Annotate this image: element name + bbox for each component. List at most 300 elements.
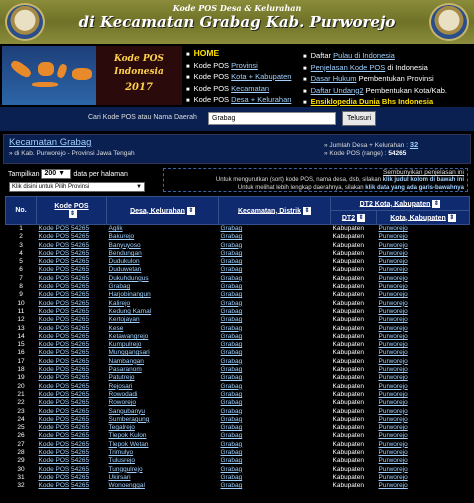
- kodepos-value[interactable]: 54265: [71, 465, 90, 473]
- row-number: 11: [17, 307, 25, 315]
- kodepos-value[interactable]: 54265: [71, 258, 90, 266]
- kodepos-link[interactable]: Kode POS: [38, 274, 70, 282]
- kota-cell: [377, 225, 470, 234]
- kecamatan-link[interactable]: Grabag: [220, 225, 243, 232]
- sort-arrow-icon[interactable]: ⇕: [188, 207, 194, 214]
- desa-link[interactable]: Kumpulrejo: [108, 341, 142, 349]
- kodepos-value[interactable]: 54265: [71, 332, 90, 340]
- column-header-kota[interactable]: Kota, Kabupaten ⇕: [377, 211, 470, 225]
- kodepos-cell: [37, 283, 107, 291]
- kodepos-value[interactable]: 54265: [71, 399, 90, 407]
- table-row: [6, 300, 470, 308]
- kecamatan-cell: [219, 482, 331, 490]
- row-number: 25: [17, 424, 25, 432]
- dt2-cell: Kabupaten: [332, 440, 364, 448]
- kodepos-link[interactable]: Kode POS: [38, 225, 70, 232]
- kecamatan-cell: [219, 474, 331, 482]
- kecamatan-cell: [219, 275, 331, 283]
- kota-link[interactable]: Purworejo: [378, 424, 408, 432]
- column-header-no[interactable]: No.: [6, 197, 37, 225]
- desa-link[interactable]: Pasaranom: [108, 366, 142, 374]
- table-row: [6, 408, 470, 416]
- chevron-down-icon: ▼: [136, 184, 142, 190]
- kota-cell: [377, 308, 470, 316]
- kodepos-value[interactable]: 54265: [71, 233, 90, 241]
- kodepos-link[interactable]: Kode POS: [38, 432, 70, 440]
- dt2-cell: Kabupaten: [332, 291, 364, 299]
- kecamatan-link[interactable]: Grabag: [220, 349, 243, 357]
- dt2-cell: Kabupaten: [332, 241, 364, 249]
- table-controls: [3, 166, 471, 194]
- desa-cell: [107, 333, 219, 341]
- kodepos-value[interactable]: 54265: [71, 482, 90, 490]
- sort-arrow-icon[interactable]: ⇕: [449, 214, 455, 221]
- dt2-cell: Kabupaten: [332, 316, 364, 324]
- kodepos-value[interactable]: 54265: [71, 266, 90, 274]
- table-row: [6, 474, 470, 482]
- kota-cell: [377, 441, 470, 449]
- kodepos-link[interactable]: Kode POS: [38, 424, 70, 432]
- kodepos-link[interactable]: Kode POS: [38, 415, 70, 423]
- jumlah-desa: » Jumlah Desa + Kelurahan : 32: [324, 140, 419, 149]
- kodepos-link[interactable]: Kode POS: [38, 374, 70, 382]
- desa-cell: [107, 383, 219, 391]
- dt2-cell: Kabupaten: [332, 482, 364, 490]
- kecamatan-link[interactable]: Grabag: [220, 457, 243, 465]
- kota-link[interactable]: Purworejo: [378, 316, 408, 324]
- kecamatan-link[interactable]: Grabag: [220, 307, 243, 315]
- kecamatan-cell: [219, 349, 331, 357]
- kodepos-value[interactable]: 54265: [71, 449, 90, 457]
- kodepos-value[interactable]: 54265: [71, 415, 90, 423]
- menu-item-pulau[interactable]: ■ Daftar Pulau di Indonesia: [303, 51, 395, 60]
- desa-link[interactable]: Kese: [108, 324, 124, 332]
- desa-link[interactable]: Kalirejo: [108, 299, 131, 307]
- kota-cell: [377, 474, 470, 482]
- kodepos-link[interactable]: Kode POS: [38, 390, 70, 398]
- desa-link[interactable]: Ketawangrejo: [108, 332, 149, 340]
- search-button[interactable]: Telusuri: [342, 111, 376, 126]
- kodepos-value[interactable]: 54265: [71, 291, 90, 299]
- kota-cell: [377, 366, 470, 374]
- kota-link[interactable]: Purworejo: [378, 291, 408, 299]
- kodepos-value[interactable]: 54265: [71, 407, 90, 415]
- kota-link[interactable]: Purworejo: [378, 465, 408, 473]
- kodepos-cell: [37, 408, 107, 416]
- kota-link[interactable]: Purworejo: [378, 473, 408, 481]
- kodepos-value[interactable]: 54265: [71, 424, 90, 432]
- kodepos-link[interactable]: Kode POS: [38, 482, 70, 490]
- kota-link[interactable]: Purworejo: [378, 415, 408, 423]
- kodepos-link[interactable]: Kode POS: [38, 382, 70, 390]
- kota-cell: [377, 233, 470, 241]
- kodepos-value[interactable]: 54265: [71, 249, 90, 257]
- kecamatan-info: [3, 134, 471, 164]
- table-row: [6, 399, 470, 407]
- kota-link[interactable]: Purworejo: [378, 241, 408, 249]
- dt2-cell: Kabupaten: [332, 341, 364, 349]
- kota-link[interactable]: Purworejo: [378, 324, 408, 332]
- table-row: [6, 449, 470, 457]
- kodepos-value[interactable]: 54265: [71, 324, 90, 332]
- desa-link[interactable]: Banyuyoso: [108, 241, 141, 249]
- desa-link[interactable]: Rowodadi: [108, 390, 138, 398]
- kecamatan-cell: [219, 300, 331, 308]
- kota-cell: [377, 449, 470, 457]
- desa-cell: [107, 449, 219, 457]
- kota-cell: [377, 432, 470, 440]
- kecamatan-link[interactable]: Grabag: [220, 274, 243, 282]
- menu-item-home[interactable]: ■ HOME: [186, 48, 220, 58]
- kota-cell: [377, 391, 470, 399]
- kodepos-cell: [37, 366, 107, 374]
- kecamatan-cell: [219, 233, 331, 241]
- kota-link[interactable]: Purworejo: [378, 307, 408, 315]
- kecamatan-title[interactable]: Kecamatan Grabag: [9, 137, 92, 148]
- kota-cell: [377, 316, 470, 324]
- desa-cell: [107, 432, 219, 440]
- kecamatan-cell: [219, 291, 331, 299]
- kecamatan-link[interactable]: Grabag: [220, 390, 243, 398]
- kodepos-value[interactable]: 54265: [71, 374, 90, 382]
- kodepos-value[interactable]: 54265: [71, 432, 90, 440]
- row-number: 2: [19, 233, 23, 241]
- kodepos-link[interactable]: Kode POS: [38, 283, 70, 291]
- desa-cell: [107, 325, 219, 333]
- row-number: 31: [17, 473, 25, 481]
- hide-help-link[interactable]: Sembunyikan penjelasan ini: [383, 169, 464, 176]
- desa-link[interactable]: Tegalrejo: [108, 424, 135, 432]
- desa-link[interactable]: Tlepok Wetan: [108, 440, 149, 448]
- kodepos-link[interactable]: Kode POS: [38, 299, 70, 307]
- dt2-cell: Kabupaten: [332, 382, 364, 390]
- desa-link[interactable]: Patutrejo: [108, 374, 135, 382]
- kecamatan-link[interactable]: Grabag: [220, 473, 243, 481]
- perpage-select[interactable]: 200 ▼: [41, 169, 71, 179]
- kodepos-link[interactable]: Kode POS: [38, 407, 70, 415]
- square-bullet-icon: ■: [303, 77, 307, 83]
- kota-link[interactable]: Purworejo: [378, 283, 408, 291]
- desa-cell: [107, 250, 219, 258]
- menu-item-kecamatan[interactable]: ■ Kode POS Kecamatan: [186, 83, 270, 93]
- sort-arrow-icon[interactable]: ⇕: [433, 200, 439, 207]
- kota-link[interactable]: Purworejo: [378, 382, 408, 390]
- kodepos-cell: [37, 341, 107, 349]
- desa-link[interactable]: Trimulyo: [108, 449, 134, 457]
- kecamatan-link[interactable]: Grabag: [220, 415, 243, 423]
- kota-cell: [377, 374, 470, 382]
- kodepos-link[interactable]: Kode POS: [38, 249, 70, 257]
- desa-link[interactable]: Harjobinangun: [108, 291, 151, 299]
- detail-help-text: Untuk melihat lebih lengkap daerahnya, silakan klik data yang ada garis-bawahnya: [237, 185, 464, 191]
- desa-link[interactable]: Dudukulon: [108, 258, 140, 266]
- sort-help-box: [163, 168, 468, 192]
- kodepos-link[interactable]: Kode POS: [38, 341, 70, 349]
- kota-link[interactable]: Purworejo: [378, 432, 408, 440]
- kecamatan-link[interactable]: Grabag: [220, 291, 243, 299]
- menu-item-provinsi[interactable]: ■ Kode POS Provinsi: [186, 60, 258, 70]
- kodepos-value[interactable]: 54265: [71, 274, 90, 282]
- menu-item-penjelasan[interactable]: ■ Penjelasan Kode POS di Indonesia: [303, 62, 428, 72]
- kota-link[interactable]: Purworejo: [378, 225, 408, 232]
- kodepos-value[interactable]: 54265: [71, 341, 90, 349]
- kodepos-link[interactable]: Kode POS: [38, 449, 70, 457]
- menu-item-undang[interactable]: ■ Daftar Undang2 Pembentukan Kota/Kab.: [303, 85, 447, 95]
- dt2-cell: Kabupaten: [332, 274, 364, 282]
- kodepos-cell: [37, 308, 107, 316]
- kodepos-value[interactable]: 54265: [71, 366, 90, 374]
- kecamatan-link[interactable]: Grabag: [220, 341, 243, 349]
- desa-link[interactable]: Sumberagung: [108, 415, 150, 423]
- kota-link[interactable]: Purworejo: [378, 341, 408, 349]
- kota-link[interactable]: Purworejo: [378, 390, 408, 398]
- row-number: 26: [17, 432, 25, 440]
- menu-item-kota[interactable]: ■ Kode POS Kota + Kabupaten: [186, 72, 292, 81]
- kecamatan-link[interactable]: Grabag: [220, 299, 243, 307]
- desa-cell: [107, 225, 219, 234]
- kodepos-cell: [37, 325, 107, 333]
- kota-cell: [377, 466, 470, 474]
- table-row: [6, 316, 470, 324]
- desa-cell: [107, 358, 219, 366]
- kecamatan-cell: [219, 366, 331, 374]
- kota-link[interactable]: Purworejo: [378, 249, 408, 257]
- kecamatan-link[interactable]: Grabag: [220, 324, 243, 332]
- desa-cell: [107, 441, 219, 449]
- kodepos-cell: [37, 383, 107, 391]
- row-number: 16: [17, 349, 25, 357]
- desa-link[interactable]: Roworejo: [108, 399, 136, 407]
- kodepos-link[interactable]: Kode POS: [38, 316, 70, 324]
- province-select[interactable]: Klik disini untuk Pilih Provinsi ▼: [9, 182, 145, 192]
- desa-link[interactable]: Bakurejo: [108, 233, 135, 241]
- kecamatan-link[interactable]: Grabag: [220, 465, 243, 473]
- kodepos-link[interactable]: Kode POS: [38, 241, 70, 249]
- kota-link[interactable]: Purworejo: [378, 449, 408, 457]
- square-bullet-icon: ■: [303, 100, 307, 106]
- kota-link[interactable]: Purworejo: [378, 349, 408, 357]
- perpage-control: Tampilkan 200 ▼ data per halaman: [8, 170, 128, 178]
- desa-link[interactable]: Wonoenggal: [108, 482, 145, 490]
- kota-cell: [377, 482, 470, 490]
- desa-cell: [107, 283, 219, 291]
- desa-link[interactable]: Nambangan: [108, 357, 144, 365]
- kodepos-value[interactable]: 54265: [71, 440, 90, 448]
- site-logo[interactable]: Kode POS Indonesia 2017: [96, 46, 182, 105]
- kodepos-value[interactable]: 54265: [71, 349, 90, 357]
- desa-link[interactable]: Kertojayan: [108, 316, 140, 324]
- kodepos-cell: [37, 466, 107, 474]
- kecamatan-link[interactable]: Grabag: [220, 407, 243, 415]
- kecamatan-link[interactable]: Grabag: [220, 316, 243, 324]
- search-input[interactable]: [208, 112, 336, 125]
- kecamatan-link[interactable]: Grabag: [220, 432, 243, 440]
- kodepos-cell: [37, 391, 107, 399]
- square-bullet-icon: ■: [186, 52, 190, 58]
- menu-item-dasar-hukum[interactable]: ■ Dasar Hukum Pembentukan Provinsi: [303, 74, 434, 83]
- kodepos-cell: [37, 275, 107, 283]
- kodepos-link[interactable]: Kode POS: [38, 440, 70, 448]
- header-subtitle: Kode POS Desa & Kelurahan: [172, 3, 302, 13]
- table-row: [6, 233, 470, 241]
- desa-link[interactable]: Aglik: [108, 225, 123, 232]
- kodepos-cell: [37, 474, 107, 482]
- kodepos-cell: [37, 333, 107, 341]
- kota-link[interactable]: Purworejo: [378, 258, 408, 266]
- kodepos-cell: [37, 482, 107, 490]
- kecamatan-link[interactable]: Grabag: [220, 249, 243, 257]
- kodepos-value[interactable]: 54265: [71, 316, 90, 324]
- kota-link[interactable]: Purworejo: [378, 374, 408, 382]
- dt2-cell: Kabupaten: [332, 457, 364, 465]
- column-header-dt2[interactable]: DT2 ⇕: [331, 211, 377, 225]
- square-bullet-icon: ■: [303, 65, 307, 72]
- kodepos-link[interactable]: Kode POS: [38, 258, 70, 266]
- kota-link[interactable]: Purworejo: [378, 299, 408, 307]
- dt2-cell: Kabupaten: [332, 349, 364, 357]
- kota-cell: [377, 275, 470, 283]
- kecamatan-link[interactable]: Grabag: [220, 266, 243, 274]
- sort-help-text: Untuk mengurutkan (sort) kode POS, nama desa, dsb, silakan klik judul kolom di bawah ini: [215, 177, 464, 183]
- kota-link[interactable]: Purworejo: [378, 399, 408, 407]
- desa-cell: [107, 399, 219, 407]
- desa-link[interactable]: Tunggulrejo: [108, 465, 143, 473]
- kecamatan-link[interactable]: Grabag: [220, 449, 243, 457]
- kecamatan-link[interactable]: Grabag: [220, 399, 243, 407]
- kota-link[interactable]: Purworejo: [378, 274, 408, 282]
- desa-cell: [107, 300, 219, 308]
- kota-cell: [377, 291, 470, 299]
- kecamatan-link[interactable]: Grabag: [220, 258, 243, 266]
- kecamatan-link[interactable]: Grabag: [220, 440, 243, 448]
- kodepos-value[interactable]: 54265: [71, 457, 90, 465]
- table-row: [6, 466, 470, 474]
- kota-link[interactable]: Purworejo: [378, 332, 408, 340]
- table-row: [6, 225, 470, 234]
- kecamatan-link[interactable]: Grabag: [220, 482, 243, 490]
- kodepos-cell: [37, 258, 107, 266]
- kecamatan-link[interactable]: Grabag: [220, 283, 243, 291]
- kodepos-value[interactable]: 54265: [71, 390, 90, 398]
- kodepos-link[interactable]: Kode POS: [38, 366, 70, 374]
- desa-link[interactable]: Dukuhdungus: [108, 274, 149, 282]
- desa-link[interactable]: Kedung Kamal: [108, 307, 152, 315]
- kodepos-value[interactable]: 54265: [71, 357, 90, 365]
- column-header-kodepos[interactable]: Kode POS ⇕: [37, 197, 107, 225]
- kodepos-link[interactable]: Kode POS: [38, 473, 70, 481]
- kodepos-link[interactable]: Kode POS: [38, 233, 70, 241]
- kecamatan-link[interactable]: Grabag: [220, 424, 243, 432]
- regency-seal-icon: [429, 3, 469, 41]
- kecamatan-link[interactable]: Grabag: [220, 366, 243, 374]
- kodepos-value[interactable]: 54265: [71, 299, 90, 307]
- kodepos-value[interactable]: 54265: [71, 241, 90, 249]
- dt2-cell: Kabupaten: [332, 266, 364, 274]
- desa-cell: [107, 242, 219, 250]
- kecamatan-link[interactable]: Grabag: [220, 332, 243, 340]
- kecamatan-link[interactable]: Grabag: [220, 382, 243, 390]
- kodepos-cell: [37, 358, 107, 366]
- kodepos-link[interactable]: Kode POS: [38, 399, 70, 407]
- desa-link[interactable]: Tulusrejo: [108, 457, 135, 465]
- kodepos-link[interactable]: Kode POS: [38, 291, 70, 299]
- dt2-cell: Kabupaten: [332, 465, 364, 473]
- kota-link[interactable]: Purworejo: [378, 482, 408, 490]
- kodepos-link[interactable]: Kode POS: [38, 266, 70, 274]
- menu-item-ensiklopedia[interactable]: ■ Ensiklopedia Dunia Bhs Indonesia: [303, 97, 434, 106]
- desa-link[interactable]: Grabag: [108, 283, 131, 291]
- kodepos-value[interactable]: 54265: [71, 283, 90, 291]
- kodepos-link[interactable]: Kode POS: [38, 357, 70, 365]
- kota-link[interactable]: Purworejo: [378, 266, 408, 274]
- desa-link[interactable]: Ukirsari: [108, 473, 131, 481]
- square-bullet-icon: ■: [186, 98, 190, 104]
- kota-link[interactable]: Purworejo: [378, 357, 408, 365]
- desa-link[interactable]: Duduwetan: [108, 266, 142, 274]
- chevron-down-icon: ▼: [58, 170, 66, 177]
- kota-cell: [377, 416, 470, 424]
- sort-arrow-icon[interactable]: ⇕: [69, 211, 76, 217]
- kota-link[interactable]: Purworejo: [378, 457, 408, 465]
- kodepos-link[interactable]: Kode POS: [38, 349, 70, 357]
- kota-cell: [377, 242, 470, 250]
- desa-link[interactable]: Sangubanyu: [108, 407, 146, 415]
- kodepos-cell: [37, 300, 107, 308]
- kota-cell: [377, 358, 470, 366]
- row-number: 19: [17, 374, 25, 382]
- kodepos-link[interactable]: Kode POS: [38, 465, 70, 473]
- column-header-kecamatan[interactable]: Kecamatan, Distrik ⇕: [219, 197, 331, 225]
- row-number: 18: [17, 366, 25, 374]
- kodepos-link[interactable]: Kode POS: [38, 457, 70, 465]
- dt2-cell: Kabupaten: [332, 307, 364, 315]
- table-body: [6, 225, 470, 491]
- sort-arrow-icon[interactable]: ⇕: [304, 207, 310, 214]
- kecamatan-link[interactable]: Grabag: [220, 233, 243, 241]
- kota-link[interactable]: Purworejo: [378, 440, 408, 448]
- kodepos-cell: [37, 316, 107, 324]
- kecamatan-link[interactable]: Grabag: [220, 374, 243, 382]
- desa-link[interactable]: Tlepok Kulon: [108, 432, 147, 440]
- square-bullet-icon: ■: [186, 63, 190, 70]
- table-row: [6, 358, 470, 366]
- desa-cell: [107, 349, 219, 357]
- sort-arrow-icon[interactable]: ⇕: [358, 214, 364, 221]
- kodepos-value[interactable]: 54265: [71, 382, 90, 390]
- kodepos-link[interactable]: Kode POS: [38, 307, 70, 315]
- kodepos-value[interactable]: 54265: [71, 225, 90, 232]
- kota-link[interactable]: Purworejo: [378, 366, 408, 374]
- kota-link[interactable]: Purworejo: [378, 407, 408, 415]
- kodepos-link[interactable]: Kode POS: [38, 324, 70, 332]
- desa-link[interactable]: Rejosari: [108, 382, 133, 390]
- kecamatan-link[interactable]: Grabag: [220, 357, 243, 365]
- desa-cell: [107, 416, 219, 424]
- kecamatan-link[interactable]: Grabag: [220, 241, 243, 249]
- desa-link[interactable]: Bendungan: [108, 249, 142, 257]
- desa-cell: [107, 366, 219, 374]
- kota-link[interactable]: Purworejo: [378, 233, 408, 241]
- kodepos-value[interactable]: 54265: [71, 473, 90, 481]
- menu-item-desa[interactable]: ■ Kode POS Desa + Kelurahan: [186, 95, 292, 104]
- kecamatan-cell: [219, 341, 331, 349]
- kodepos-cell: [37, 449, 107, 457]
- kodepos-value[interactable]: 54265: [71, 307, 90, 315]
- dt2-cell: Kabupaten: [332, 249, 364, 257]
- column-header-desa[interactable]: Desa, Kelurahan ⇕: [107, 197, 219, 225]
- kodepos-link[interactable]: Kode POS: [38, 332, 70, 340]
- desa-link[interactable]: Munggangsari: [108, 349, 150, 357]
